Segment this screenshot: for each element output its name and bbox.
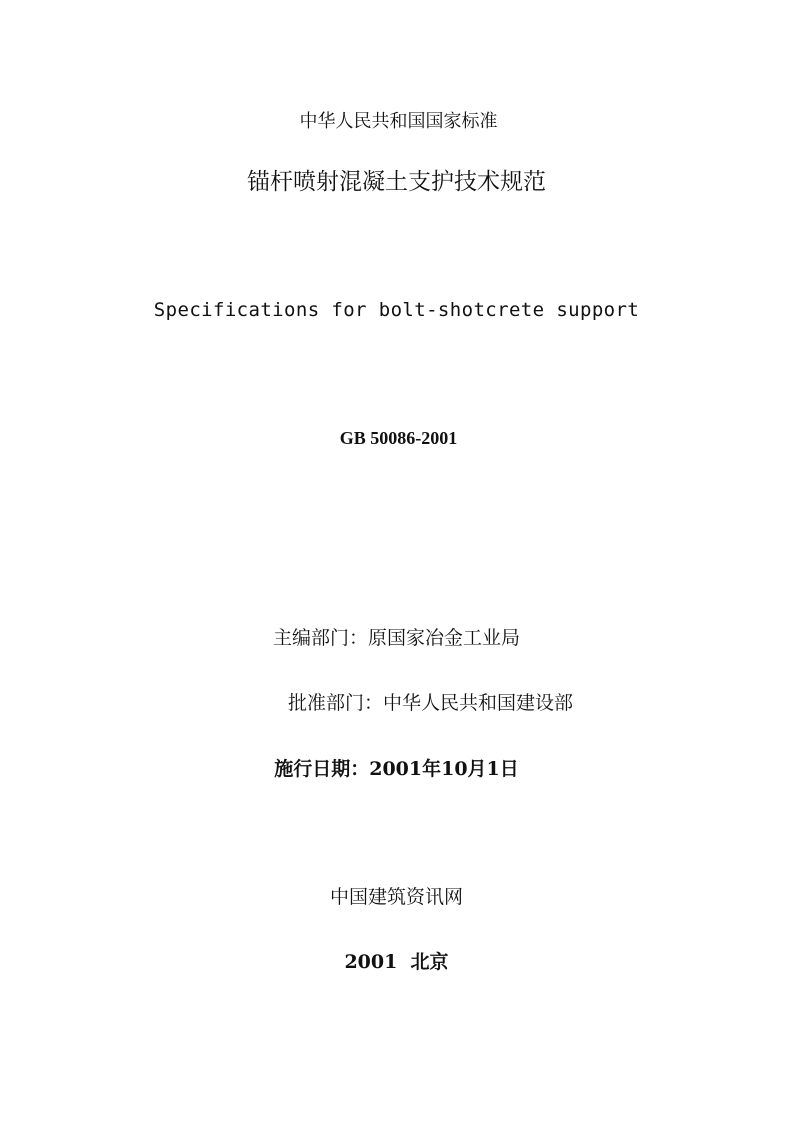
editor-department: 主编部门：原国家冶金工业局 <box>272 627 520 649</box>
effective-date: 施行日期：2001年10月1日 <box>274 758 519 780</box>
document-title-english: Specifications for bolt-shotcrete support <box>153 299 640 321</box>
approval-department: 批准部门：中华人民共和国建设部 <box>287 692 573 714</box>
publisher-name: 中国建筑资讯网 <box>329 886 463 908</box>
publication-year-place: 2001 北京 <box>344 951 449 973</box>
document-title-chinese: 锚杆喷射混凝土支护技术规范 <box>247 169 546 195</box>
standard-code: GB 50086-2001 <box>339 428 458 448</box>
standard-category: 中华人民共和国国家标准 <box>299 111 498 132</box>
